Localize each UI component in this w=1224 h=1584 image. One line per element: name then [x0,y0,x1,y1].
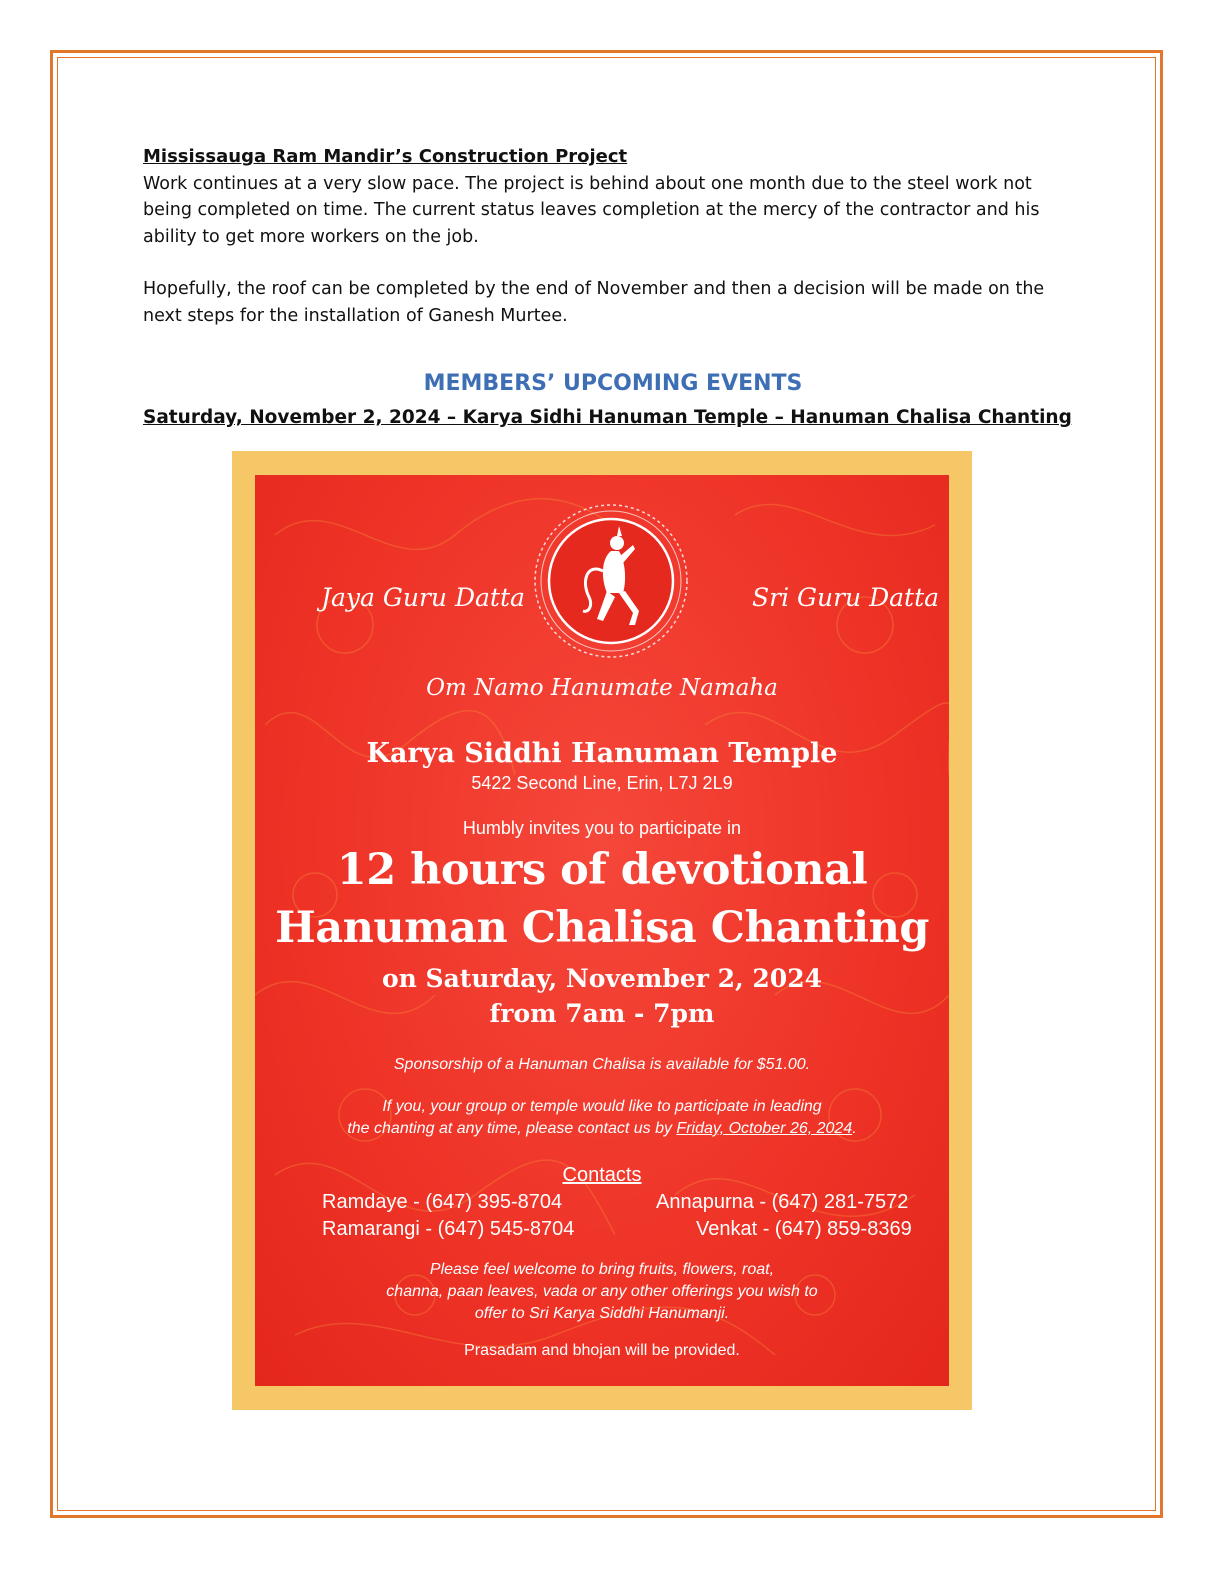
prasadam-note: Prasadam and bhojan will be provided. [464,1342,740,1359]
temple-name: Karya Siddhi Hanuman Temple [366,738,838,769]
contact-annapurna: Annapurna - (647) 281-7572 [656,1191,909,1213]
article-paragraph-2: Hopefully, the roof can be completed by the end of November and then a decision will be made on the next steps for the installation of Ganesh Murtee. [143,279,1045,326]
participation-note [255,1096,949,1140]
headline-line-2: Hanuman Chalisa Chanting [275,903,929,953]
right-script-text: Sri Guru Datta [752,583,940,612]
participation-period: . [852,1120,857,1137]
offerings-line-2: channa, paan leaves, vada or any other offerings you wish to [386,1283,818,1300]
event-flyer [232,451,972,1410]
event-time: from 7am - 7pm [489,999,715,1028]
construction-article [143,144,1083,329]
headline-line-1: 12 hours of devotional [336,845,868,895]
offerings-line-1: Please feel welcome to bring fruits, flowers, roat, [429,1261,775,1278]
participation-line-2: the chanting at any time, please contact us by [347,1120,672,1137]
article-paragraph-1: Work continues at a very slow pace. The project is behind about one month due to the steel work not being completed on time. The current status leaves completion at the mercy of the contractor and his ability to get more workers on the job. [143,173,1040,247]
contact-venkat: Venkat - (647) 859-8369 [696,1218,912,1240]
contact-ramdaye: Ramdaye - (647) 395-8704 [322,1191,563,1213]
mantra-line: Om Namo Hanumate Namaha [426,675,778,701]
contact-ramarangi: Ramarangi - (647) 545-8704 [322,1218,575,1240]
sponsorship-note: Sponsorship of a Hanuman Chalisa is available for $51.00. [393,1056,811,1073]
flyer-body [255,475,949,1386]
event-date: on Saturday, November 2, 2024 [382,964,822,993]
invite-line: Humbly invites you to participate in [462,818,742,838]
article-title: Mississauga Ram Mandir’s Construction Project [143,146,628,167]
contacts-heading: Contacts [562,1164,642,1186]
offerings-line-3: offer to Sri Karya Siddhi Hanumanji. [474,1305,730,1322]
hanuman-emblem-icon [531,501,691,661]
participation-deadline: Friday, October 26, 2024 [676,1120,853,1137]
event-title: Saturday, November 2, 2024 – Karya Sidhi Hanuman Temple – Hanuman Chalisa Chanting [143,407,1072,428]
events-heading: MEMBERS’ UPCOMING EVENTS [423,371,803,396]
temple-address: 5422 Second Line, Erin, L7J 2L9 [471,773,733,793]
offerings-note [255,1259,949,1325]
left-script-text: Jaya Guru Datta [321,583,525,612]
participation-line-1: If you, your group or temple would like to participate in leading [382,1098,822,1115]
